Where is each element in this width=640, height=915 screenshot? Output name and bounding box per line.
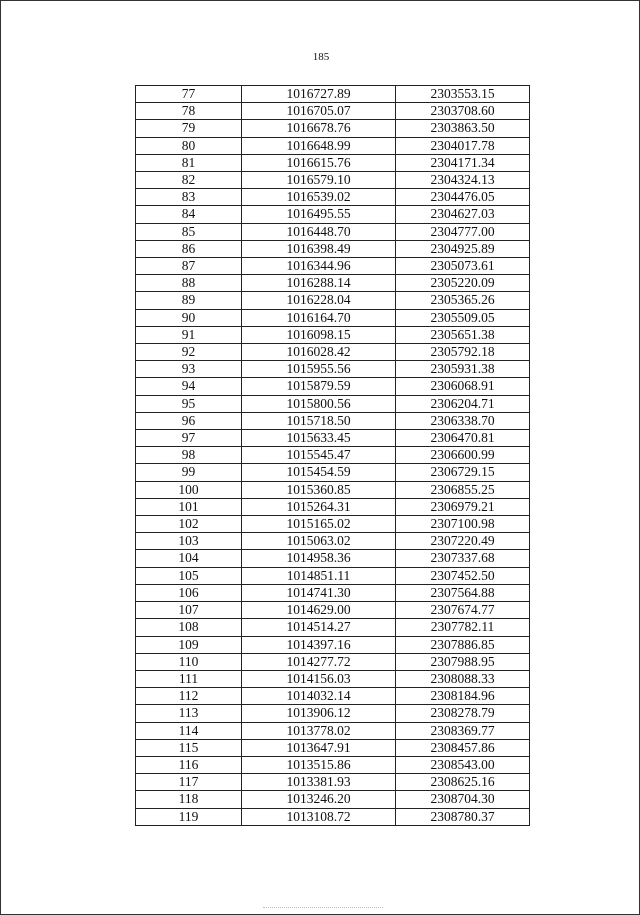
x-coordinate-cell: 1014629.00 [242,602,396,619]
x-coordinate-cell: 1016727.89 [242,86,396,103]
point-number-cell: 111 [136,670,242,687]
x-coordinate-cell: 1014851.11 [242,567,396,584]
y-coordinate-cell: 2307337.68 [396,550,530,567]
table-row [136,464,530,481]
table-row [136,602,530,619]
table-row [136,516,530,533]
page-number: 185 [312,51,330,63]
point-number-cell: 119 [136,808,242,825]
point-number-cell: 87 [136,258,242,275]
y-coordinate-cell: 2306855.25 [396,481,530,498]
point-number-cell: 99 [136,464,242,481]
y-coordinate-cell: 2308704.30 [396,791,530,808]
y-coordinate-cell: 2304324.13 [396,172,530,189]
x-coordinate-cell: 1013647.91 [242,739,396,756]
table-row [136,756,530,773]
x-coordinate-cell: 1015063.02 [242,533,396,550]
point-number-cell: 94 [136,378,242,395]
point-number-cell: 79 [136,120,242,137]
point-number-cell: 95 [136,395,242,412]
y-coordinate-cell: 2303553.15 [396,86,530,103]
table-row [136,447,530,464]
x-coordinate-cell: 1016615.76 [242,154,396,171]
table-row [136,670,530,687]
x-coordinate-cell: 1014156.03 [242,670,396,687]
y-coordinate-cell: 2305220.09 [396,275,530,292]
y-coordinate-cell: 2305931.38 [396,361,530,378]
table-row [136,258,530,275]
table-row [136,292,530,309]
table-row [136,619,530,636]
x-coordinate-cell: 1015955.56 [242,361,396,378]
y-coordinate-cell: 2308625.16 [396,774,530,791]
point-number-cell: 110 [136,653,242,670]
point-number-cell: 112 [136,688,242,705]
x-coordinate-cell: 1016164.70 [242,309,396,326]
y-coordinate-cell: 2306204.71 [396,395,530,412]
point-number-cell: 96 [136,412,242,429]
y-coordinate-cell: 2308184.96 [396,688,530,705]
point-number-cell: 89 [136,292,242,309]
x-coordinate-cell: 1016398.49 [242,240,396,257]
point-number-cell: 92 [136,344,242,361]
coordinate-table-body [136,86,530,826]
table-row [136,86,530,103]
point-number-cell: 78 [136,103,242,120]
x-coordinate-cell: 1013778.02 [242,722,396,739]
point-number-cell: 106 [136,584,242,601]
y-coordinate-cell: 2306338.70 [396,412,530,429]
x-coordinate-cell: 1015454.59 [242,464,396,481]
coordinate-table [135,85,530,826]
table-row [136,774,530,791]
x-coordinate-cell: 1014277.72 [242,653,396,670]
table-row [136,412,530,429]
x-coordinate-cell: 1015633.45 [242,430,396,447]
y-coordinate-cell: 2307100.98 [396,516,530,533]
x-coordinate-cell: 1014032.14 [242,688,396,705]
table-row [136,739,530,756]
y-coordinate-cell: 2307452.50 [396,567,530,584]
x-coordinate-cell: 1015800.56 [242,395,396,412]
table-row [136,705,530,722]
table-row [136,481,530,498]
y-coordinate-cell: 2303863.50 [396,120,530,137]
x-coordinate-cell: 1016228.04 [242,292,396,309]
table-row [136,688,530,705]
y-coordinate-cell: 2308369.77 [396,722,530,739]
footer-mark [263,907,383,908]
point-number-cell: 98 [136,447,242,464]
x-coordinate-cell: 1014741.30 [242,584,396,601]
table-row [136,275,530,292]
table-row [136,103,530,120]
x-coordinate-cell: 1014958.36 [242,550,396,567]
x-coordinate-cell: 1016678.76 [242,120,396,137]
y-coordinate-cell: 2306470.81 [396,430,530,447]
point-number-cell: 97 [136,430,242,447]
x-coordinate-cell: 1014514.27 [242,619,396,636]
table-row [136,498,530,515]
y-coordinate-cell: 2308780.37 [396,808,530,825]
x-coordinate-cell: 1013246.20 [242,791,396,808]
x-coordinate-cell: 1016448.70 [242,223,396,240]
y-coordinate-cell: 2304777.00 [396,223,530,240]
point-number-cell: 105 [136,567,242,584]
y-coordinate-cell: 2307782.11 [396,619,530,636]
x-coordinate-cell: 1015545.47 [242,447,396,464]
y-coordinate-cell: 2306979.21 [396,498,530,515]
x-coordinate-cell: 1016288.14 [242,275,396,292]
table-row [136,584,530,601]
point-number-cell: 103 [136,533,242,550]
x-coordinate-cell: 1016344.96 [242,258,396,275]
y-coordinate-cell: 2305792.18 [396,344,530,361]
table-row [136,172,530,189]
x-coordinate-cell: 1014397.16 [242,636,396,653]
x-coordinate-cell: 1013906.12 [242,705,396,722]
point-number-cell: 83 [136,189,242,206]
x-coordinate-cell: 1015718.50 [242,412,396,429]
table-row [136,791,530,808]
table-row [136,636,530,653]
y-coordinate-cell: 2306729.15 [396,464,530,481]
x-coordinate-cell: 1016705.07 [242,103,396,120]
y-coordinate-cell: 2304925.89 [396,240,530,257]
point-number-cell: 90 [136,309,242,326]
point-number-cell: 116 [136,756,242,773]
point-number-cell: 115 [136,739,242,756]
y-coordinate-cell: 2307674.77 [396,602,530,619]
table-row [136,344,530,361]
table-row [136,326,530,343]
x-coordinate-cell: 1015879.59 [242,378,396,395]
table-row [136,189,530,206]
point-number-cell: 109 [136,636,242,653]
y-coordinate-cell: 2304476.05 [396,189,530,206]
y-coordinate-cell: 2307988.95 [396,653,530,670]
point-number-cell: 77 [136,86,242,103]
table-row [136,361,530,378]
table-row [136,533,530,550]
y-coordinate-cell: 2304017.78 [396,137,530,154]
y-coordinate-cell: 2305365.26 [396,292,530,309]
point-number-cell: 100 [136,481,242,498]
point-number-cell: 84 [136,206,242,223]
y-coordinate-cell: 2304171.34 [396,154,530,171]
point-number-cell: 118 [136,791,242,808]
point-number-cell: 113 [136,705,242,722]
point-number-cell: 81 [136,154,242,171]
point-number-cell: 101 [136,498,242,515]
x-coordinate-cell: 1015264.31 [242,498,396,515]
point-number-cell: 93 [136,361,242,378]
y-coordinate-cell: 2304627.03 [396,206,530,223]
x-coordinate-cell: 1016098.15 [242,326,396,343]
y-coordinate-cell: 2308278.79 [396,705,530,722]
y-coordinate-cell: 2303708.60 [396,103,530,120]
point-number-cell: 88 [136,275,242,292]
x-coordinate-cell: 1016028.42 [242,344,396,361]
table-row [136,430,530,447]
table-row [136,378,530,395]
table-row [136,395,530,412]
table-row [136,567,530,584]
point-number-cell: 114 [136,722,242,739]
x-coordinate-cell: 1016539.02 [242,189,396,206]
y-coordinate-cell: 2307886.85 [396,636,530,653]
point-number-cell: 80 [136,137,242,154]
y-coordinate-cell: 2307220.49 [396,533,530,550]
table-row [136,808,530,825]
point-number-cell: 108 [136,619,242,636]
point-number-cell: 117 [136,774,242,791]
x-coordinate-cell: 1016579.10 [242,172,396,189]
point-number-cell: 91 [136,326,242,343]
y-coordinate-cell: 2307564.88 [396,584,530,601]
point-number-cell: 86 [136,240,242,257]
table-row [136,240,530,257]
table-row [136,653,530,670]
y-coordinate-cell: 2305651.38 [396,326,530,343]
table-row [136,120,530,137]
y-coordinate-cell: 2306068.91 [396,378,530,395]
x-coordinate-cell: 1015360.85 [242,481,396,498]
point-number-cell: 107 [136,602,242,619]
x-coordinate-cell: 1013515.86 [242,756,396,773]
point-number-cell: 102 [136,516,242,533]
x-coordinate-cell: 1016495.55 [242,206,396,223]
table-row [136,154,530,171]
y-coordinate-cell: 2308457.86 [396,739,530,756]
x-coordinate-cell: 1015165.02 [242,516,396,533]
x-coordinate-cell: 1013381.93 [242,774,396,791]
x-coordinate-cell: 1013108.72 [242,808,396,825]
table-row [136,722,530,739]
point-number-cell: 82 [136,172,242,189]
table-row [136,309,530,326]
y-coordinate-cell: 2306600.99 [396,447,530,464]
x-coordinate-cell: 1016648.99 [242,137,396,154]
y-coordinate-cell: 2305073.61 [396,258,530,275]
table-row [136,223,530,240]
table-row [136,550,530,567]
y-coordinate-cell: 2305509.05 [396,309,530,326]
y-coordinate-cell: 2308088.33 [396,670,530,687]
point-number-cell: 104 [136,550,242,567]
table-row [136,206,530,223]
y-coordinate-cell: 2308543.00 [396,756,530,773]
point-number-cell: 85 [136,223,242,240]
table-row [136,137,530,154]
